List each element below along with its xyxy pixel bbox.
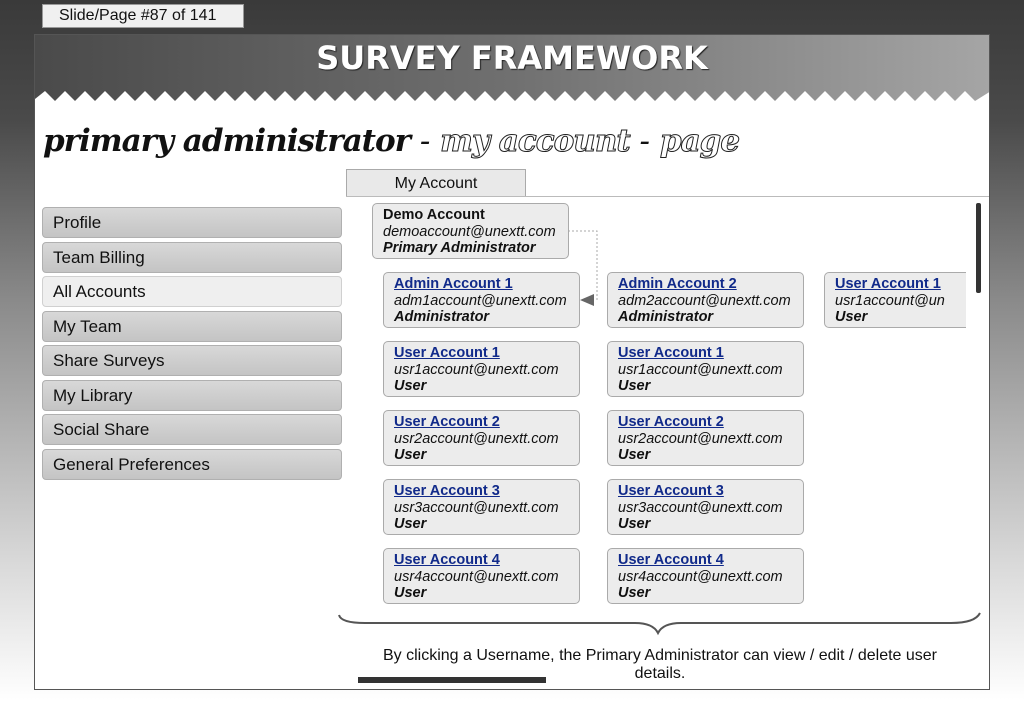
- slide-page-label: Slide/Page #87 of 141: [42, 4, 244, 28]
- banner-title: SURVEY FRAMEWORK: [316, 39, 708, 77]
- user-account-card: [383, 548, 580, 604]
- user-account-card-name[interactable]: User Account 2: [618, 414, 724, 430]
- user-account-card-role: User: [618, 447, 651, 463]
- user-account-card-name[interactable]: User Account 3: [394, 483, 500, 499]
- user-account-card: [607, 410, 804, 466]
- sidebar-item-my-library[interactable]: My Library: [42, 380, 342, 411]
- user-account-card-name[interactable]: User Account 2: [394, 414, 500, 430]
- caption-text: By clicking a Username, the Primary Administrator can view / edit / delete user details.: [383, 647, 937, 682]
- demo-account-card: [372, 203, 569, 259]
- user-account-card-name[interactable]: User Account 1: [835, 276, 941, 292]
- sidebar-item-all-accounts[interactable]: All Accounts: [42, 276, 342, 307]
- user-account-card-name[interactable]: User Account 4: [394, 552, 500, 568]
- admin-account-card-email: adm2account@unextt.com: [618, 292, 791, 309]
- user-account-card-role: User: [394, 516, 427, 532]
- sidebar-item-team-billing[interactable]: Team Billing: [42, 242, 342, 273]
- admin-account-card-role: Administrator: [618, 309, 714, 325]
- user-account-card-email: usr3account@unextt.com: [394, 499, 559, 516]
- user-account-card-role: User: [618, 516, 651, 532]
- user-account-card-email: usr2account@unextt.com: [618, 430, 783, 447]
- user-account-card-name[interactable]: User Account 4: [618, 552, 724, 568]
- curly-brace: [335, 609, 985, 639]
- user-account-card: [383, 410, 580, 466]
- user-account-card-role: User: [618, 378, 651, 394]
- horizontal-scrollbar[interactable]: [358, 677, 546, 683]
- user-account-card-role: User: [394, 585, 427, 601]
- admin-account-card-email: adm1account@unextt.com: [394, 292, 567, 309]
- user-account-card-email: usr3account@unextt.com: [618, 499, 783, 516]
- demo-account-card-email: demoaccount@unextt.com: [383, 223, 556, 240]
- user-account-card-email: usr4account@unextt.com: [618, 568, 783, 585]
- user-account-card-email: usr1account@unextt.com: [618, 361, 783, 378]
- sidebar-item-social-share[interactable]: Social Share: [42, 414, 342, 445]
- heading-light: my account: [440, 123, 630, 159]
- page-heading: [43, 123, 739, 159]
- user-account-card-role: User: [394, 447, 427, 463]
- sidebar-item-profile[interactable]: Profile: [42, 207, 342, 238]
- sidebar-item-share-surveys[interactable]: Share Surveys: [42, 345, 342, 376]
- user-account-card-role: User: [394, 378, 427, 394]
- sidebar-item-my-team[interactable]: My Team: [42, 311, 342, 342]
- arrow-left-icon: [580, 294, 594, 306]
- slide-frame: [34, 34, 990, 690]
- user-account-card-email: usr4account@unextt.com: [394, 568, 559, 585]
- user-account-card-name[interactable]: User Account 1: [618, 345, 724, 361]
- user-account-card-email: usr2account@unextt.com: [394, 430, 559, 447]
- user-account-card-email: usr1account@unextt.com: [394, 361, 559, 378]
- user-account-card-role: User: [618, 585, 651, 601]
- sidebar-item-general-preferences[interactable]: General Preferences: [42, 449, 342, 480]
- heading-light-2: page: [659, 123, 740, 159]
- banner: [35, 35, 989, 115]
- sidebar-nav: [42, 207, 342, 483]
- admin-account-card-name[interactable]: Admin Account 1: [394, 276, 513, 292]
- tab-my-account[interactable]: My Account: [346, 169, 526, 197]
- admin-account-card: [607, 272, 804, 328]
- user-account-card: [607, 548, 804, 604]
- admin-account-card: [383, 272, 580, 328]
- user-account-card: [607, 479, 804, 535]
- demo-account-card-role: Primary Administrator: [383, 240, 536, 256]
- user-account-card: [824, 272, 966, 328]
- user-account-card-role: User: [835, 309, 868, 325]
- user-account-card: [607, 341, 804, 397]
- heading-sep-2: -: [629, 123, 660, 159]
- heading-strong: primary administrator: [43, 123, 410, 159]
- heading-sep: -: [409, 123, 441, 159]
- user-account-card: [383, 479, 580, 535]
- vertical-scrollbar[interactable]: [976, 203, 981, 293]
- admin-account-card-name[interactable]: Admin Account 2: [618, 276, 737, 292]
- demo-account-card-name: Demo Account: [383, 207, 485, 223]
- user-account-card: [383, 341, 580, 397]
- admin-account-card-role: Administrator: [394, 309, 490, 325]
- user-account-card-name[interactable]: User Account 3: [618, 483, 724, 499]
- user-account-card-name[interactable]: User Account 1: [394, 345, 500, 361]
- user-account-card-email: usr1account@un: [835, 292, 945, 309]
- banner-zigzag-edge: [35, 91, 990, 117]
